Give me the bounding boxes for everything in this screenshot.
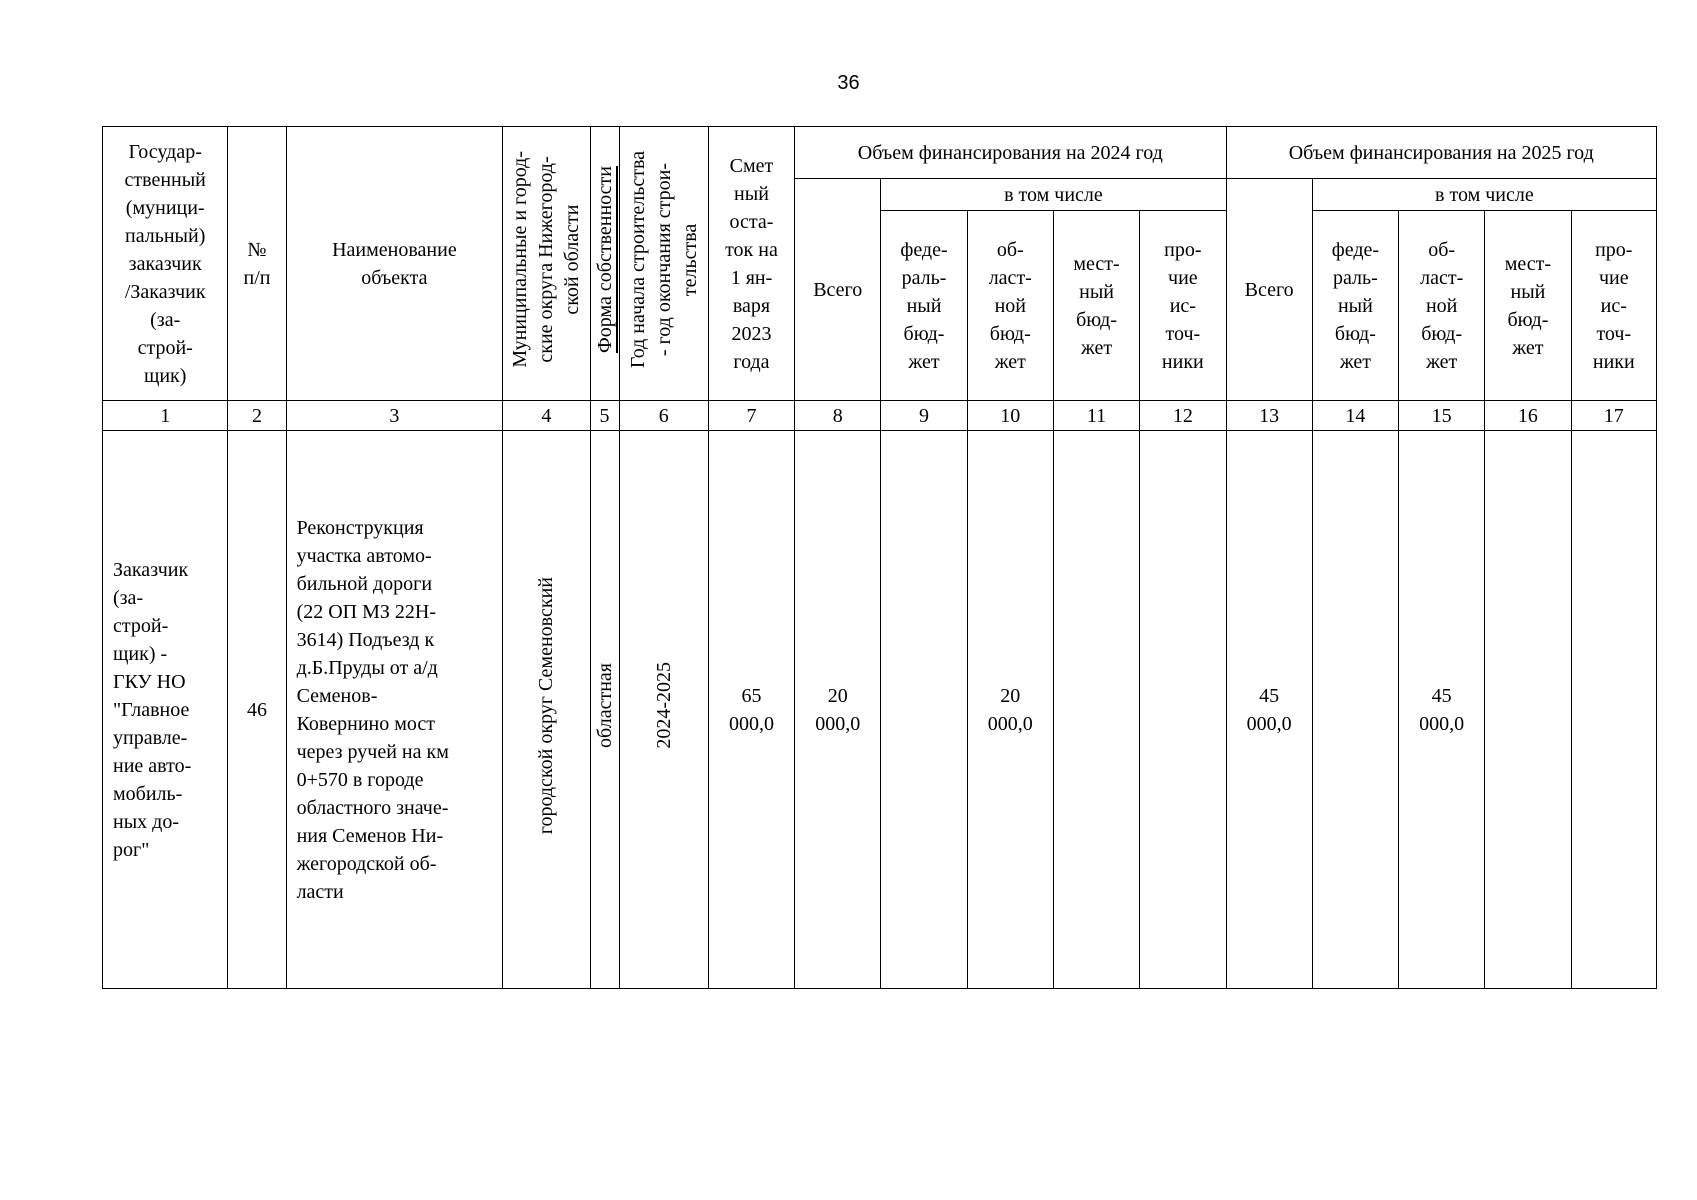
column-number: 13 xyxy=(1226,401,1312,431)
header-num: № п/п xyxy=(228,127,286,401)
column-number: 4 xyxy=(503,401,590,431)
column-number-row xyxy=(103,401,1657,431)
investment-table xyxy=(102,126,1657,989)
column-number: 12 xyxy=(1140,401,1226,431)
column-number: 15 xyxy=(1399,401,1485,431)
cell-municipal: городской округ Семеновский xyxy=(535,576,558,835)
header-funding-2024: Объем финансирования на 2024 год xyxy=(795,127,1226,179)
cell-other-2024 xyxy=(1140,431,1226,989)
cell-regional-2025: 45 000,0 xyxy=(1399,431,1485,989)
column-number: 16 xyxy=(1485,401,1571,431)
cell-municipal-wrap xyxy=(503,431,590,989)
header-local-2025: мест- ный бюд- жет xyxy=(1485,211,1571,401)
page-number: 36 xyxy=(837,72,860,94)
cell-ownership: областная xyxy=(593,663,616,748)
header-years: Год начала строительства - год окончания строи- тельства xyxy=(626,150,701,369)
header-federal-2025: феде- раль- ный бюд- жет xyxy=(1312,211,1398,401)
cell-regional-2024: 20 000,0 xyxy=(967,431,1053,989)
table-row xyxy=(103,431,1657,989)
header-regional-2024: об- ласт- ной бюд- жет xyxy=(967,211,1053,401)
header-customer: Государ- ственный (муници- пальный) заказчик /Заказчик (за- строй- щик) xyxy=(103,127,228,401)
column-number: 9 xyxy=(881,401,967,431)
cell-remaining: 65 000,0 xyxy=(708,431,794,989)
cell-customer: Заказчик (за- строй- щик) - ГКУ НО "Главное управле- ние авто- мобиль- ных до- рог" xyxy=(103,431,228,989)
header-object-name: Наименование объекта xyxy=(286,127,503,401)
cell-total-2025: 45 000,0 xyxy=(1226,431,1312,989)
cell-total-2024: 20 000,0 xyxy=(795,431,881,989)
column-number: 11 xyxy=(1053,401,1139,431)
header-municipal: Муниципальные и город- ские округа Нижегород- ской области xyxy=(509,151,584,368)
header-municipal-cell xyxy=(503,127,590,401)
header-remaining: Смет ный оста- ток на 1 ян- варя 2023 года xyxy=(708,127,794,401)
cell-other-2025 xyxy=(1571,431,1656,989)
header-federal-2024: феде- раль- ный бюд- жет xyxy=(881,211,967,401)
cell-local-2024 xyxy=(1053,431,1139,989)
column-number: 17 xyxy=(1571,401,1656,431)
header-total-2024: Всего xyxy=(795,179,881,401)
column-number: 1 xyxy=(103,401,228,431)
header-row-1 xyxy=(103,127,1657,179)
header-years-cell xyxy=(619,127,708,401)
header-funding-2025: Объем финансирования на 2025 год xyxy=(1226,127,1657,179)
cell-years: 2024-2025 xyxy=(652,662,675,749)
header-including-2024: в том числе xyxy=(881,179,1226,211)
column-number: 14 xyxy=(1312,401,1398,431)
cell-local-2025 xyxy=(1485,431,1571,989)
header-ownership-cell xyxy=(590,127,619,401)
header-regional-2025: об- ласт- ной бюд- жет xyxy=(1399,211,1485,401)
header-total-2025: Всего xyxy=(1226,179,1312,401)
cell-num: 46 xyxy=(228,431,286,989)
column-number: 5 xyxy=(590,401,619,431)
column-number: 3 xyxy=(286,401,503,431)
column-number: 7 xyxy=(708,401,794,431)
column-number: 6 xyxy=(619,401,708,431)
header-local-2024: мест- ный бюд- жет xyxy=(1053,211,1139,401)
header-other-2024: про- чие ис- точ- ники xyxy=(1140,211,1226,401)
header-including-2025: в том числе xyxy=(1312,179,1656,211)
column-number: 8 xyxy=(795,401,881,431)
cell-object-name: Реконструкция участка автомо- бильной дороги (22 ОП МЗ 22Н- 3614) Подъезд к д.Б.Пруды от а/д Семенов- Ковернино мост через ручей на км 0+570 в городе областного значе- ния Семенов Ни- жегородской об- ласти xyxy=(286,431,503,989)
cell-years-wrap xyxy=(619,431,708,989)
header-ownership: Форма собственности xyxy=(593,166,616,353)
header-other-2025: про- чие ис- точ- ники xyxy=(1571,211,1656,401)
cell-ownership-wrap xyxy=(590,431,619,989)
cell-federal-2024 xyxy=(881,431,967,989)
column-number: 10 xyxy=(967,401,1053,431)
cell-federal-2025 xyxy=(1312,431,1398,989)
column-number: 2 xyxy=(228,401,286,431)
